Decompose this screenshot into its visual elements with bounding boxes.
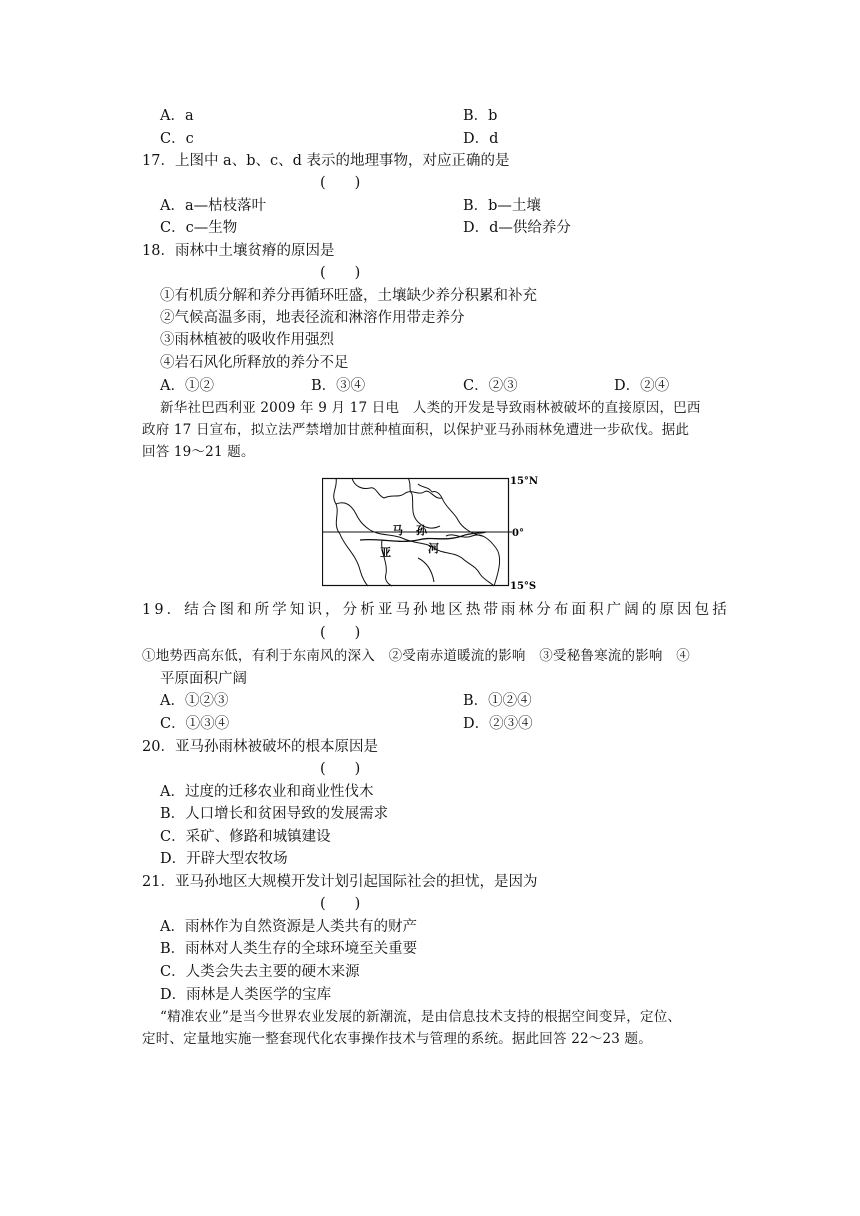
map-latitude-0: 0° (512, 528, 524, 539)
q17-stem: 17．上图中 a、b、c、d 表示的地理事物，对应正确的是 (142, 153, 510, 169)
q18-answer-paren: ( ) (320, 265, 361, 281)
q18-statement-4: ④岩石风化所释放的养分不足 (160, 355, 349, 371)
q19-option-c: C．①③④ (160, 716, 230, 732)
q21-stem: 21．亚马孙地区大规模开发计划引起国际社会的担忧，是因为 (142, 874, 538, 890)
q18-option-d: D．②④ (614, 378, 670, 394)
passage2-line1: “精准农业”是当今世界农业发展的新潮流，是由信息技术支持的根据空间变异，定位、 (160, 1009, 682, 1025)
q17-answer-paren: ( ) (320, 175, 361, 191)
amazon-map (322, 474, 544, 590)
q20-option-b: B．人口增长和贫困导致的发展需求 (160, 806, 389, 822)
passage1-line3: 回答 19～21 题。 (142, 444, 255, 460)
passage1-line2: 政府 17 日宣布，拟立法严禁增加甘蔗种植面积，以保护亚马孙雨林免遭进一步砍伐。据此 (142, 422, 690, 438)
map-latitude-15s: 15°S (510, 581, 537, 590)
q18-option-c: C．②③ (463, 378, 518, 394)
q21-option-a: A．雨林作为自然资源是人类共有的财产 (160, 919, 417, 935)
q20-option-c: C．采矿、修路和城镇建设 (160, 829, 331, 845)
q20-answer-paren: ( ) (320, 761, 361, 777)
map-label-ya: 亚 (380, 546, 391, 559)
q19-answer-paren: ( ) (320, 625, 361, 641)
q17-option-c: C．c—生物 (160, 220, 238, 236)
q20-option-d: D．开辟大型农牧场 (160, 851, 288, 867)
q18-option-a: A．①② (160, 378, 214, 394)
q19-option-b: B．①②④ (463, 693, 532, 709)
q18-statement-2: ②气候高温多雨，地表径流和淋溶作用带走养分 (160, 310, 465, 326)
q20-option-a: A．过度的迁移农业和商业性伐木 (160, 784, 374, 800)
q19-option-d: D．②③④ (463, 716, 533, 732)
passage1-line1: 新华社巴西利亚 2009 年 9 月 17 日电 人类的开发是导致雨林被破坏的直接原因，巴西 (160, 400, 701, 416)
q18-option-b: B．③④ (311, 378, 366, 394)
map-label-ma: 马 (392, 524, 403, 537)
q17-option-d: D．d—供给养分 (463, 220, 571, 236)
q21-option-c: C．人类会失去主要的硬木来源 (160, 964, 360, 980)
q17-option-b: B．b—土壤 (463, 198, 541, 214)
passage2-line2: 定时、定量地实施一整套现代化农事操作技术与管理的系统。据此回答 22～23 题。 (142, 1031, 652, 1047)
q16-option-d: D．d (463, 131, 499, 147)
q21-option-d: D．雨林是人类医学的宝库 (160, 987, 332, 1003)
q21-answer-paren: ( ) (320, 896, 361, 912)
q16-option-c: C．c (160, 131, 194, 147)
q18-stem: 18．雨林中土壤贫瘠的原因是 (142, 243, 335, 259)
q16-option-b: B．b (463, 108, 498, 124)
q16-option-a: A．a (160, 108, 194, 124)
q19-statements-line1: ①地势西高东低，有利于东南风的深入 ②受南赤道暖流的影响 ③受秘鲁寒流的影响 ④ (142, 648, 690, 664)
q21-option-b: B．雨林对人类生存的全球环境至关重要 (160, 941, 418, 957)
q18-statement-3: ③雨林植被的吸收作用强烈 (160, 332, 334, 348)
q19-statements-line2: 平原面积广阔 (160, 671, 247, 687)
q18-statement-1: ①有机质分解和养分再循环旺盛，土壤缺少养分积累和补充 (160, 288, 537, 304)
q17-option-a: A．a—枯枝落叶 (160, 198, 267, 214)
q19-stem: 19．结合图和所学知识，分析亚马孙地区热带雨林分布面积广阔的原因包括 (142, 602, 730, 618)
map-label-he: 河 (428, 542, 439, 555)
map-label-sun: 孙 (416, 524, 427, 537)
q20-stem: 20．亚马孙雨林被破坏的根本原因是 (142, 739, 378, 755)
q19-option-a: A．①②③ (160, 693, 229, 709)
map-latitude-15n: 15°N (510, 476, 539, 487)
